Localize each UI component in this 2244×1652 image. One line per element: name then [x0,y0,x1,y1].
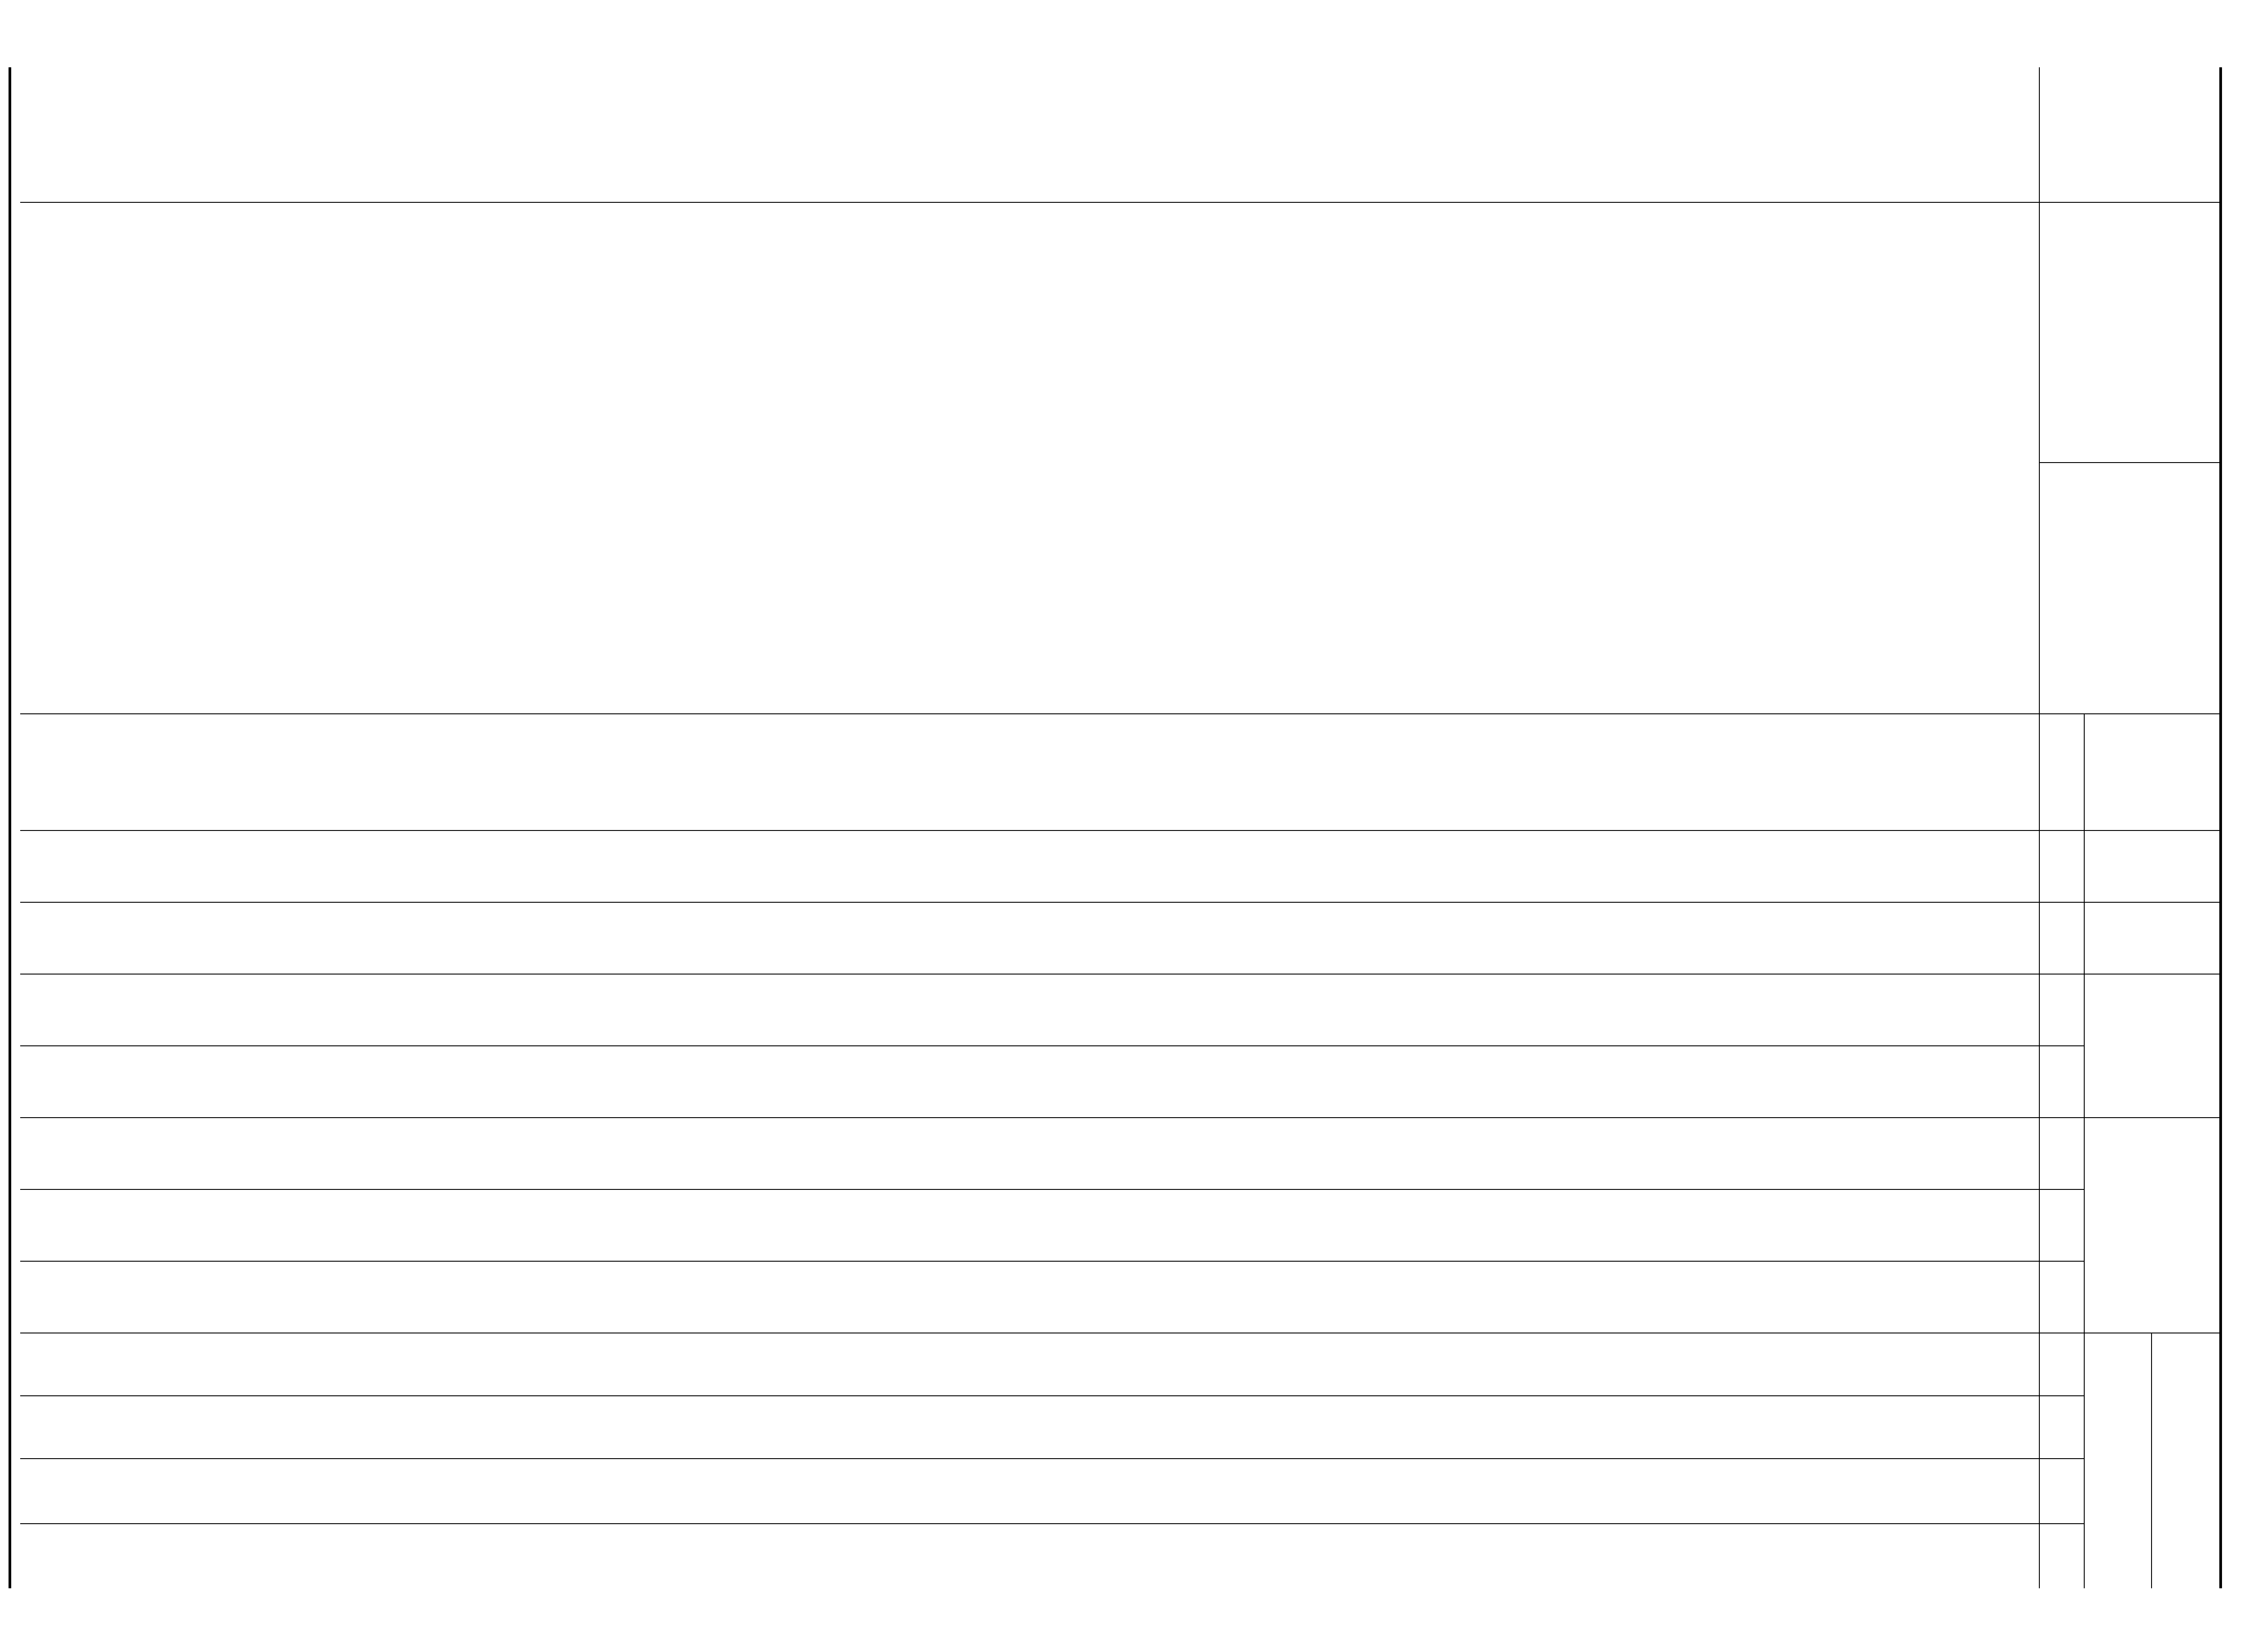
unit-cell [2040,1458,2085,1523]
unit-cell [2040,974,2085,1045]
unit-cell [2040,1117,2085,1189]
header-hoehe [2085,713,2219,830]
header-landkreis [2040,202,2219,462]
table-body [20,67,2040,1588]
unit-cell [2040,1261,2085,1333]
table-header [2039,67,2219,1588]
unit-cell [2040,1395,2085,1458]
unit-cell [2040,902,2085,974]
header-aprikosen [2085,830,2219,902]
unit-cell [2040,1523,2085,1588]
unit-cell [2040,1189,2085,1261]
header-stachelbeeren [2085,1117,2219,1333]
header-johannisbeeren [2085,974,2219,1117]
table-frame [9,67,2222,1588]
header-stationsnummer [2040,67,2219,202]
header-suesskirschen [2152,1333,2219,1588]
header-pfirsiche [2085,902,2219,974]
unit-cell [2040,1333,2085,1395]
header-station [2040,462,2219,713]
unit-cell [2040,830,2085,902]
unit-cell [2040,713,2085,830]
unit-cell [2040,1045,2085,1117]
